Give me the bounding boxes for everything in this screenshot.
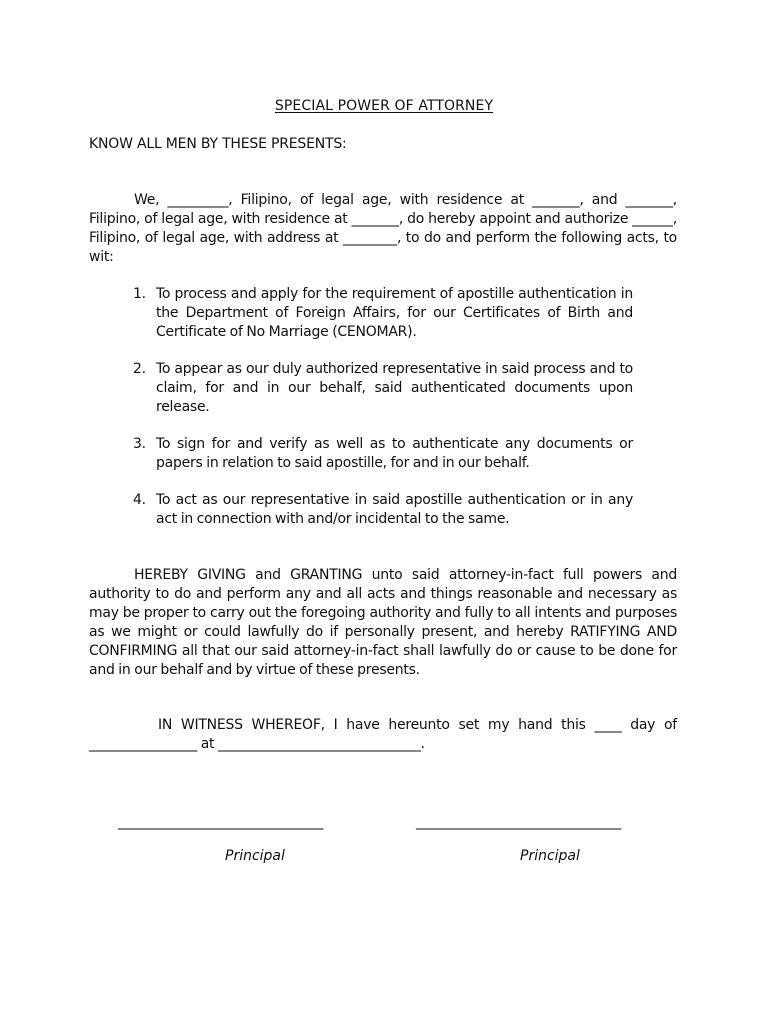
signature-label-right: Principal	[520, 848, 580, 864]
opening-clause: KNOW ALL MEN BY THESE PRESENTS:	[89, 136, 347, 152]
list-item-number: 1.	[133, 286, 146, 302]
signature-line-left: ________________________________	[118, 814, 323, 830]
list-item-number: 2.	[133, 361, 146, 377]
document-title: SPECIAL POWER OF ATTORNEY	[274, 98, 494, 114]
acts-list	[133, 285, 633, 529]
signature-label-left: Principal	[225, 848, 285, 864]
list-item-text: To appear as our duly authorized representative in said process and to claim, for and in our behalf, said authenticated documents upon release.	[156, 361, 633, 415]
list-item-text: To process and apply for the requirement of apostille authentication in the Department of Foreign Affairs, for our Certificates of Birth and Certificate of No Marriage (CENOMAR).	[156, 286, 633, 340]
intro-paragraph: We, _________, Filipino, of legal age, with residence at _______, and _______, Filipino, of legal age, with residence at _______, do hereby appoint and authorize ______, Filipino, of legal age, with address at ________, to do and perform the following acts, to wit:	[89, 192, 677, 265]
list-item-number: 4.	[133, 492, 146, 508]
signature-line-right: ________________________________	[416, 814, 621, 830]
list-item	[133, 285, 633, 342]
list-item-number: 3.	[133, 436, 146, 452]
list-item	[133, 491, 633, 529]
list-item-text: To sign for and verify as well as to authenticate any documents or papers in relation to said apostille, for and in our behalf.	[156, 436, 633, 471]
list-item	[133, 435, 633, 473]
list-item-text: To act as our representative in said apostille authentication or in any act in connection with and/or incidental to the same.	[156, 492, 633, 527]
witness-paragraph: IN WITNESS WHEREOF, I have hereunto set my hand this ____ day of ________________ at ______________________________.	[89, 717, 677, 752]
granting-paragraph: HEREBY GIVING and GRANTING unto said attorney-in-fact full powers and authority to do and perform any and all acts and things reasonable and necessary as may be proper to carry out the foregoing authority and fully to all intents and purposes as we might or could lawfully do if personally present, and hereby RATIFYING AND CONFIRMING all that our said attorney-in-fact shall lawfully do or cause to be done for and in our behalf and by virtue of these presents.	[89, 567, 677, 678]
list-item	[133, 360, 633, 417]
